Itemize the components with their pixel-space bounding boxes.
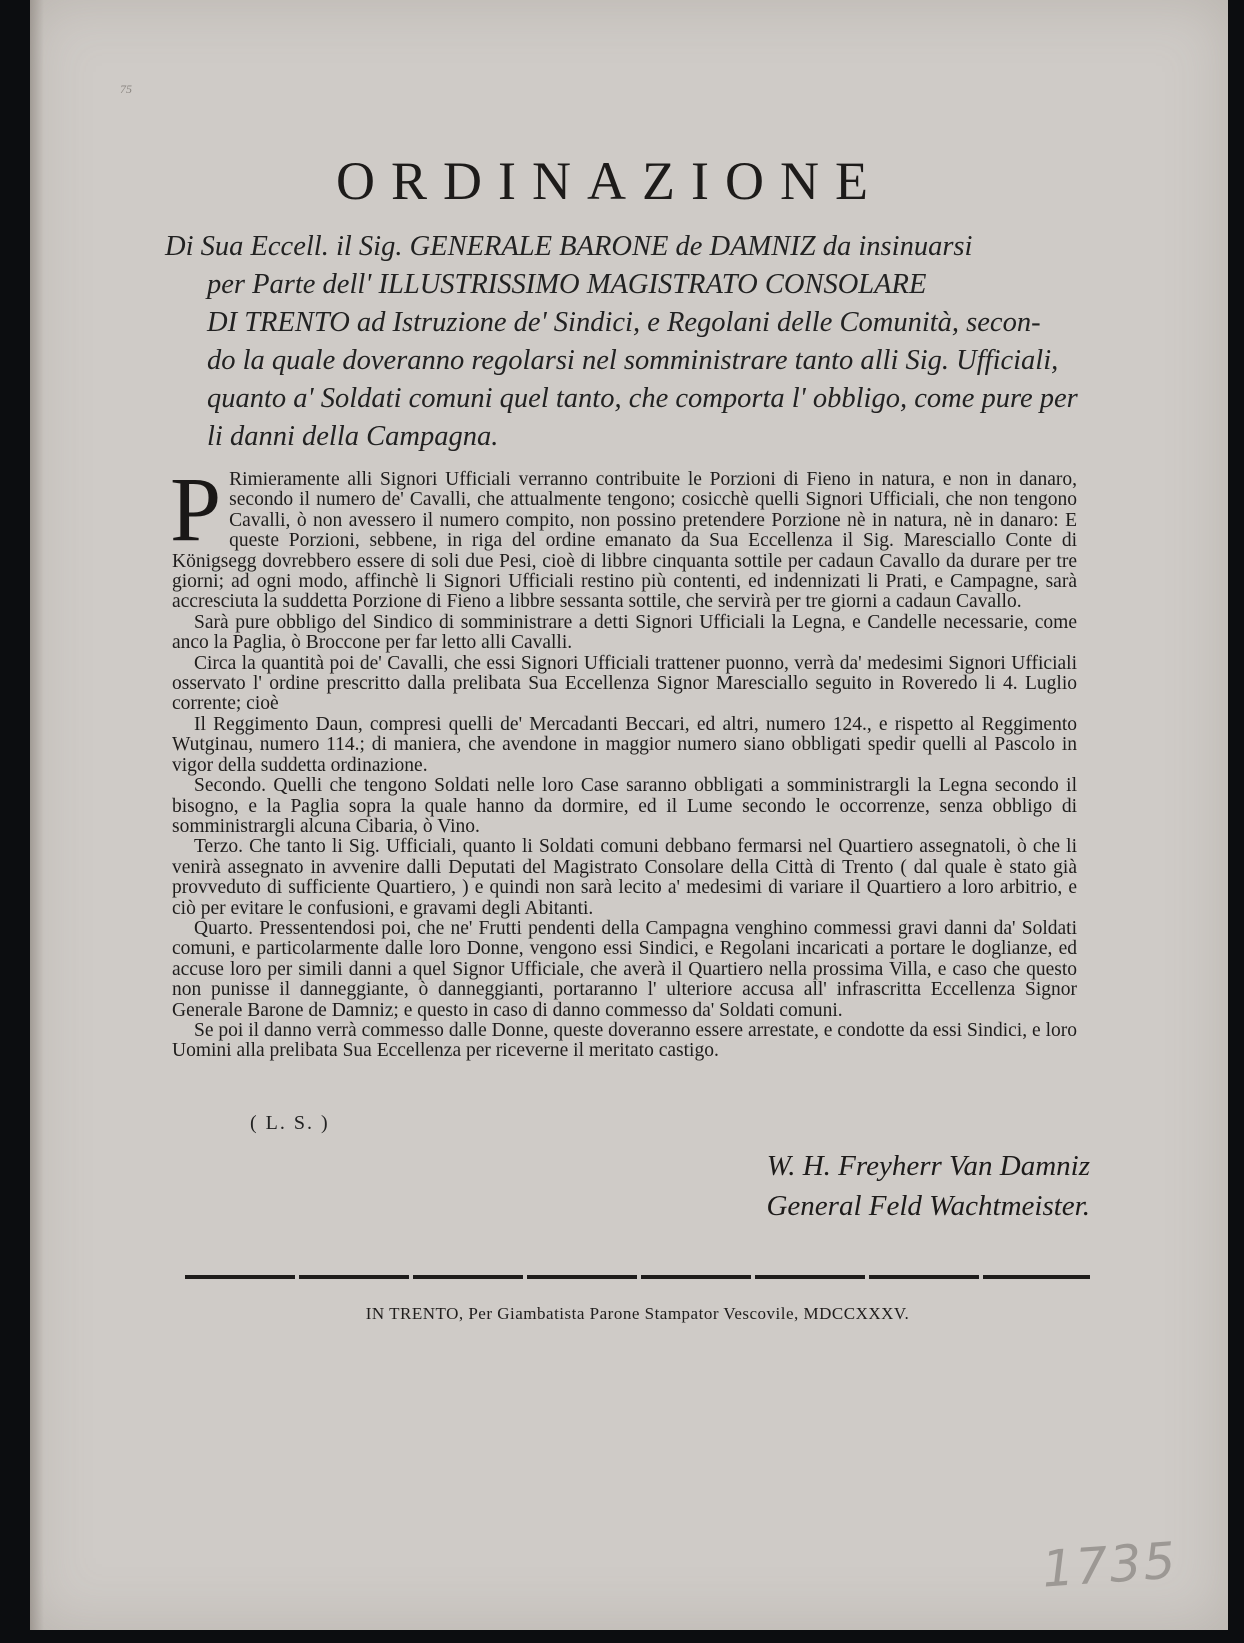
seal-mark: ( L. S. ): [250, 1112, 330, 1134]
signature-title: General Feld Wachtmeister.: [766, 1190, 1090, 1222]
sheet-shadow-edge: [30, 0, 44, 1630]
signature-name: W. H. Freyherr Van Damniz: [766, 1150, 1090, 1182]
paragraph-quarto: Quarto. Pressentendosi poi, che ne' Frutti pendenti della Campagna venghino commessi gravi danni da' Soldati comuni, e particolarmente dalle loro Donne, vengono essi Sindici, e Regolani incaricati a portare le doglianze, ed accuse loro per simili danni a quel Signor Ufficiale, che averà il Quartiero nella prossima Villa, e caso che questo non punisse il danneggiante, ò danneggianti, portaranno l' ulteriore accusa all' infrascritta Eccellenza Signor Generale Barone de Damniz; e questo in caso di danno commesso da' Soldati comuni.: [172, 917, 1077, 1021]
paragraph-reggimento: Il Reggimento Daun, compresi quelli de' Mercadanti Beccari, ed altri, numero 124., e rispetto al Reggimento Wutginau, numero 114.; di maniera, che avendone in maggior numero siano obbligati spedir quelli al Pascolo in vigor della suddetta ordinazione.: [172, 713, 1077, 776]
subtitle-line: do la quale doveranno regolarsi nel somministrare tanto alli Sig. Ufficiali,: [207, 345, 1059, 376]
subtitle-line: Di Sua Eccell. il Sig. GENERALE BARONE de DAMNIZ da insinuarsi: [165, 231, 973, 262]
paragraph-text: Rimieramente alli Signori Ufficiali verranno contribuite le Porzioni di Fieno in natura, e non in danaro, secondo il numero de' Cavalli, che attualmente tengono; cosicchè quelli Signori Ufficiali, che non tengono Cavalli, ò non avessero il numero compito, non possino pretendere Porzione nè in natura, nè in danaro: E queste Porzioni, sebbene, in riga del ordine emanato da Sua Eccellenza il Sig. Maresciallo Conte di Königsegg dovrebbero essere di soli due Pesi, cioè di libbre cinquanta sottile per cadaun Cavallo da durare per tre giorni; ad ogni modo, affinchè li Signori Ufficiali restino più contenti, ed indennizati li Prati, e Campagne, sarà accresciuta la suddetta Porzione di Fieno a libbre sessanta sottile, che servirà per tre giorni a cadaun Cavallo.: [172, 469, 1077, 613]
signature-block: [700, 1146, 1090, 1226]
subtitle-line: quanto a' Soldati comuni quel tanto, che comporta l' obbligo, come pure per: [207, 383, 1078, 414]
paragraph-primieramente: [170, 458, 1077, 613]
document-subtitle: [165, 228, 1090, 456]
drop-cap: P: [170, 458, 222, 560]
paragraph-cavalli: Circa la quantità poi de' Cavalli, che essi Signori Ufficiali trattener puonno, verrà da' medesimi Signori Ufficiali osservato l' ordine prescritto dalla prelibata Sua Eccellenza Signor Maresciallo seguito in Roveredo li 4. Luglio corrente; cioè: [172, 652, 1077, 715]
subtitle-line: li danni della Campagna.: [207, 421, 499, 452]
handwritten-year: 1735: [1040, 1531, 1180, 1599]
document-body: [170, 458, 1077, 1062]
paragraph-terzo: Terzo. Che tanto li Sig. Ufficiali, quanto li Soldati comuni debbano fermarsi nel Quartiero assegnatoli, ò che li venirà assegnato in avvenire dalli Deputati del Magistrato Consolare della Città di Trento ( dal quale è stato già provveduto di sufficiente Quartiero, ) e quindi non sarà lecito a' medesimi di variare il Quartiero a loro arbitrio, e ciò per evitare le confusioni, e gravami degli Abitanti.: [172, 836, 1077, 919]
divider-rule: [185, 1275, 1090, 1279]
paragraph-secondo: Secondo. Quelli che tengono Soldati nelle loro Case saranno obbligati a somministrargli la Legna secondo il bisogno, e la Paglia sopra la quale hanno da dormire, ed il Lume secondo le occorrenze, senza obbligo di somministrargli alcuna Cibaria, ò Vino.: [172, 775, 1077, 837]
document-title: ORDINAZIONE: [336, 151, 884, 211]
paragraph-donne: Se poi il danno verrà commesso dalle Donne, queste doveranno essere arrestate, e condotte da essi Sindici, e loro Uomini alla prelibata Sua Eccellenza per riceverne il meritato castigo.: [172, 1019, 1077, 1062]
subtitle-line: per Parte dell' ILLUSTRISSIMO MAGISTRATO CONSOLARE: [207, 269, 927, 300]
subtitle-line: DI TRENTO ad Istruzione de' Sindici, e Regolani delle Comunità, secon-: [207, 307, 1041, 338]
archive-mark: 75: [120, 82, 132, 96]
printer-imprint: IN TRENTO, Per Giambatista Parone Stampator Vescovile, MDCCXXXV.: [365, 1304, 910, 1323]
paragraph-legna: Sarà pure obbligo del Sindico di somministrare a detti Signori Ufficiali la Legna, e Candelle necessarie, come anco la Paglia, ò Broccone per far letto alli Cavalli.: [172, 611, 1077, 654]
